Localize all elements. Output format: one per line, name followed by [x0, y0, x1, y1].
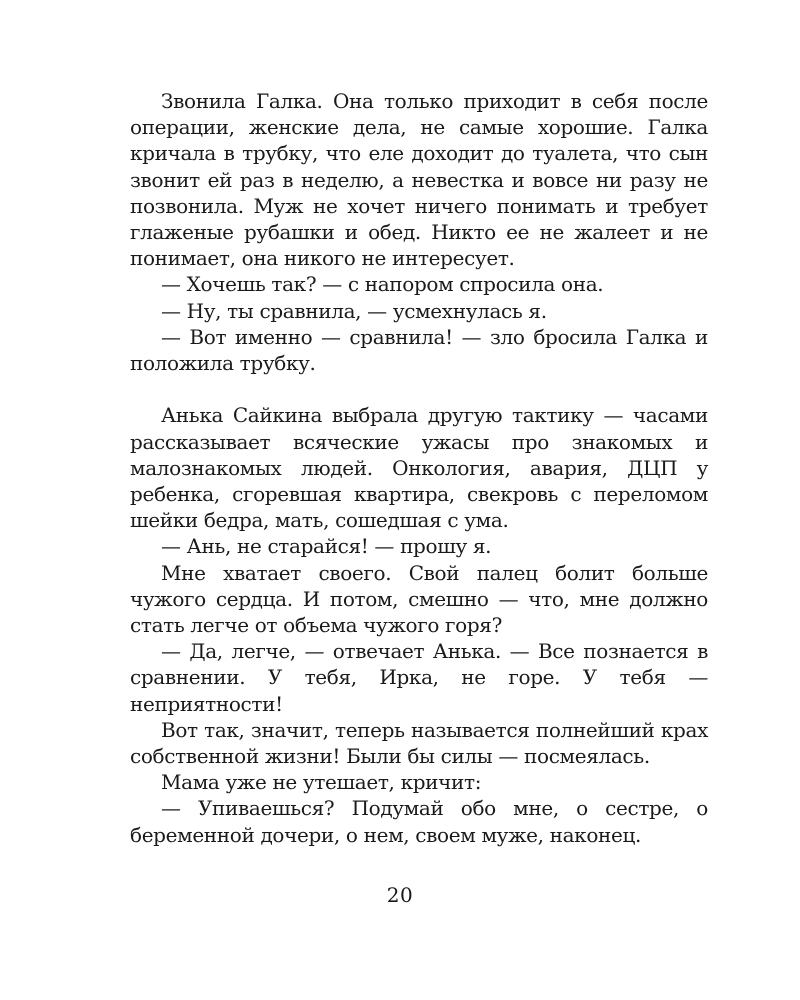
- dialogue-line: — Ну, ты сравнила, — усмехнулась я.: [161, 298, 547, 323]
- dialogue-line: — Да, легче, — отвечает Анька. — Все познается в сравнении. У тебя, Ирка, не горе. У тебя — неприятности!: [130, 639, 708, 716]
- dialogue-line: — Ань, не старайся! — прошу я.: [161, 534, 492, 559]
- paragraph: Мне хватает своего. Свой палец болит больше чужого сердца. И потом, смешно — что, мне должно стать легче от объема чужого горя?: [130, 560, 708, 638]
- page-number: 20: [386, 883, 414, 907]
- dialogue-line: — Вот именно — сравнила! — зло бросила Галка и положила трубку.: [130, 324, 708, 376]
- dialogue-line: — Упиваешься? Подумай обо мне, о сестре, о беременной дочери, о нем, своем муже, наконец.: [130, 796, 708, 847]
- paragraph: Вот так, значит, теперь называется полнейший крах собственной жизни! Были бы силы — посмеялась.: [130, 717, 708, 769]
- dialogue-line: — Хочешь так? — с напором спросила она.: [161, 272, 604, 297]
- paragraph: Мама уже не утешает, кричит:: [161, 770, 482, 795]
- paragraph: Звонила Галка. Она только приходит в себя после операции, женские дела, не самые хорошие. Галка кричала в трубку, что еле доходит до туалета, что сын звонит ей раз в неделю, а невестка и вовсе ни разу не позвонила. Муж не хочет ничего понимать и требует глаженые рубашки и обед. Никто ее не жалеет и не понимает, она никого не интересует.: [130, 89, 708, 271]
- page-text: [130, 88, 708, 848]
- paragraph: Анька Сайкина выбрала другую тактику — часами рассказывает всяческие ужасы про знакомых и малознакомых людей. Онкология, авария, ДЦП у ребенка, сгоревшая квартира, свекровь с переломом шейки бедра, мать, сошедшая с ума.: [130, 403, 708, 533]
- section-break: [130, 376, 708, 402]
